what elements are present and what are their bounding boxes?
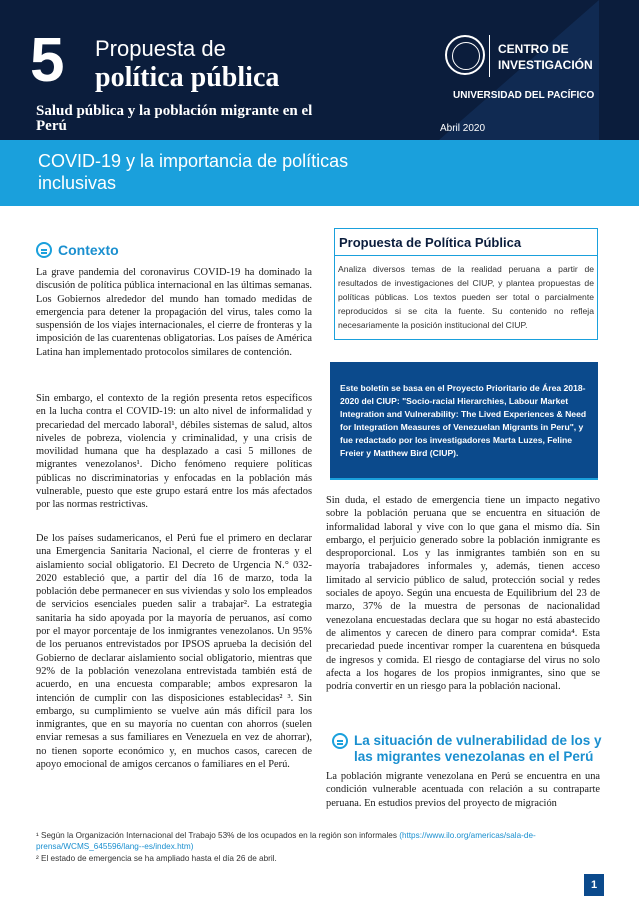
propuesta-box-title: Propuesta de Política Pública	[339, 235, 522, 250]
propuesta-box-text: Analiza diversos temas de la realidad peruana a partir de resultados de investigaciones del CIUP, y plantea propuestas de políticas públicas. Los textos pueden ser total o parcialmente reproducidos si se cita la fuente. Su contenido no refleja necesariamente la posición institucional del CIUP.	[338, 264, 594, 330]
publication-date: Abril 2020	[440, 123, 486, 134]
right-paragraph-1: Sin duda, el estado de emergencia tiene un impacto negativo sobre la población peruana que se encuentra en situación de informalidad laboral y vive con lo que gana el mismo día. Sin embargo, el perjuicio generado sobre la población inmigrante es desproporcional. Los y las inmigrantes también son en su mayoría trabajadores informales y, además, tienen acceso limitado al servicio público de salud, protección social y redes sociales de apoyo. Según una encuesta de Equilibrium del 23 de marzo, 37% de la muestra de personas de nacionalidad venezolana encuestadas declara que su hogar no está abastecido de alimentos y carecen de dinero para comprar comida⁴. Esta precariedad puede incentivar romper la cuarentena en búsqueda de ingresos y comida. El riesgo de contagiarse del virus no solo afecta a los hogares de los propios inmigrantes, sino que se podría convertir en un riesgo para la población nacional.	[326, 495, 600, 693]
org-name-line1: CENTRO DE	[498, 42, 569, 56]
footnote-1-text: ¹ Según la Organización Internacional del Trabajo 53% de los ocupados en la región son informales	[36, 831, 400, 840]
footnote-1-link[interactable]: (https://www.ilo.org/americas/sala-de-prensa/WCMS_645596/lang--es/index.htm)	[36, 831, 536, 851]
chat-bubble-icon	[332, 733, 348, 749]
contexto-heading	[36, 242, 312, 258]
document-subtitle: Salud pública y la población migrante en el Perú	[36, 103, 313, 134]
info-box-underline	[330, 478, 598, 480]
issue-number: 5	[30, 26, 65, 95]
propuesta-box-divider	[334, 255, 598, 256]
contexto-heading-text: Contexto	[58, 242, 119, 258]
footnote-2: ² El estado de emergencia se ha ampliado hasta el día 26 de abril.	[36, 854, 277, 863]
series-title-line2: política pública	[95, 62, 280, 93]
info-box-text: Este boletín se basa en el Proyecto Prioritario de Área 2018-2020 del CIUP: "Socio-racial Hierarchies, Labour Market Integration and Vulnerability: The Lived Experiences & Need for Integration Measures of Venezuelan Migrants in Peru", y fue redactado por los investigadores Marta Luzes, Feline Freier y Matthew Bird (CIUP).	[340, 383, 587, 458]
university-seal-inner	[452, 42, 480, 70]
contexto-paragraph-2: Sin embargo, el contexto de la región presenta retos específicos en la lucha contra el COVID-19: un alto nivel de informalidad y precariedad del mercado laboral¹, débiles sistemas de salud, altos niveles de pobreza, violencia y criminalidad, y una crisis de movilidad humana que ha desplazado a casi 5 millones de migrantes venezolanos¹. Dicho fenómeno requiere políticas públicas no discriminatorias y enfocadas en la población más vulnerable, puesto que este grupo estará entre los más afectados por las normas restrictivas.	[36, 393, 312, 511]
page-number: 1	[584, 874, 604, 896]
vulnerabilidad-heading	[332, 733, 602, 765]
contexto-heading-wrap	[36, 242, 312, 258]
contexto-paragraph-3: De los países sudamericanos, el Perú fue el primero en declarar una Emergencia Sanitaria Nacional, el cierre de fronteras y el aislamiento social obligatorio. El Decreto de Urgencia N.° 032-2020 estableció que, a partir del día 16 de marzo, toda la población debe permanecer en sus viviendas y solo los empleados de servicios esenciales pueden salir a trabajar². La estrategia sanitaria ha sido apoyada por la mayoría de peruanos, así como por el mayor porcentaje de los inmigrantes venezolanos. Un 95% de los peruanos entrevistados por IPSOS aprueba la decisión del Gobierno de declarar aislamiento social obligatorio, mientras que 92% de la población venezolana entrevistada también está de acuerdo, en una encuesta comparable; ambos expresaron la intención de cumplir con las disposiciones establecidas² ³. Sin embargo, su cumplimiento se vuelve aún más difícil para los inmigrantes, que en su mayoría no cuentan con ahorros (suelen enviar remesas a sus familiares en Venezuela en vez de ahorrar), no tienen soporte económico y, en muchos casos, carecen de apoyo emocional de amigos cercanos o familiares en el Perú.	[36, 533, 312, 771]
right-paragraph-2: La población migrante venezolana en Perú se encuentra en una condición vulnerable acentuada con relación a su contraparte peruana. En estudios previos del proyecto de migración	[326, 771, 600, 809]
logo-divider	[489, 35, 490, 77]
chat-bubble-icon	[36, 242, 52, 258]
contexto-paragraph-1: La grave pandemia del coronavirus COVID-19 ha dominado la discusión de política pública internacional en las últimas semanas. Los Gobiernos alrededor del mundo han tomado medidas de emergencia para detener la propagación del virus, tales como la suspensión de los viajes internacionales, el cierre de fronteras y la imposición de las cuarentenas obligatorias. Los países de América Latina han implementado protocolos similares de contención.	[36, 267, 312, 358]
org-name-line2: INVESTIGACIÓN	[498, 58, 593, 72]
document-title: COVID-19 y la importancia de políticas inclusivas	[38, 151, 349, 193]
university-name: UNIVERSIDAD DEL PACÍFICO	[453, 90, 595, 101]
footnote-1	[36, 830, 596, 852]
series-title-line1: Propuesta de	[95, 36, 226, 61]
vulnerabilidad-heading-text: La situación de vulnerabilidad de los y las migrantes venezolanas en el Perú	[354, 733, 602, 764]
